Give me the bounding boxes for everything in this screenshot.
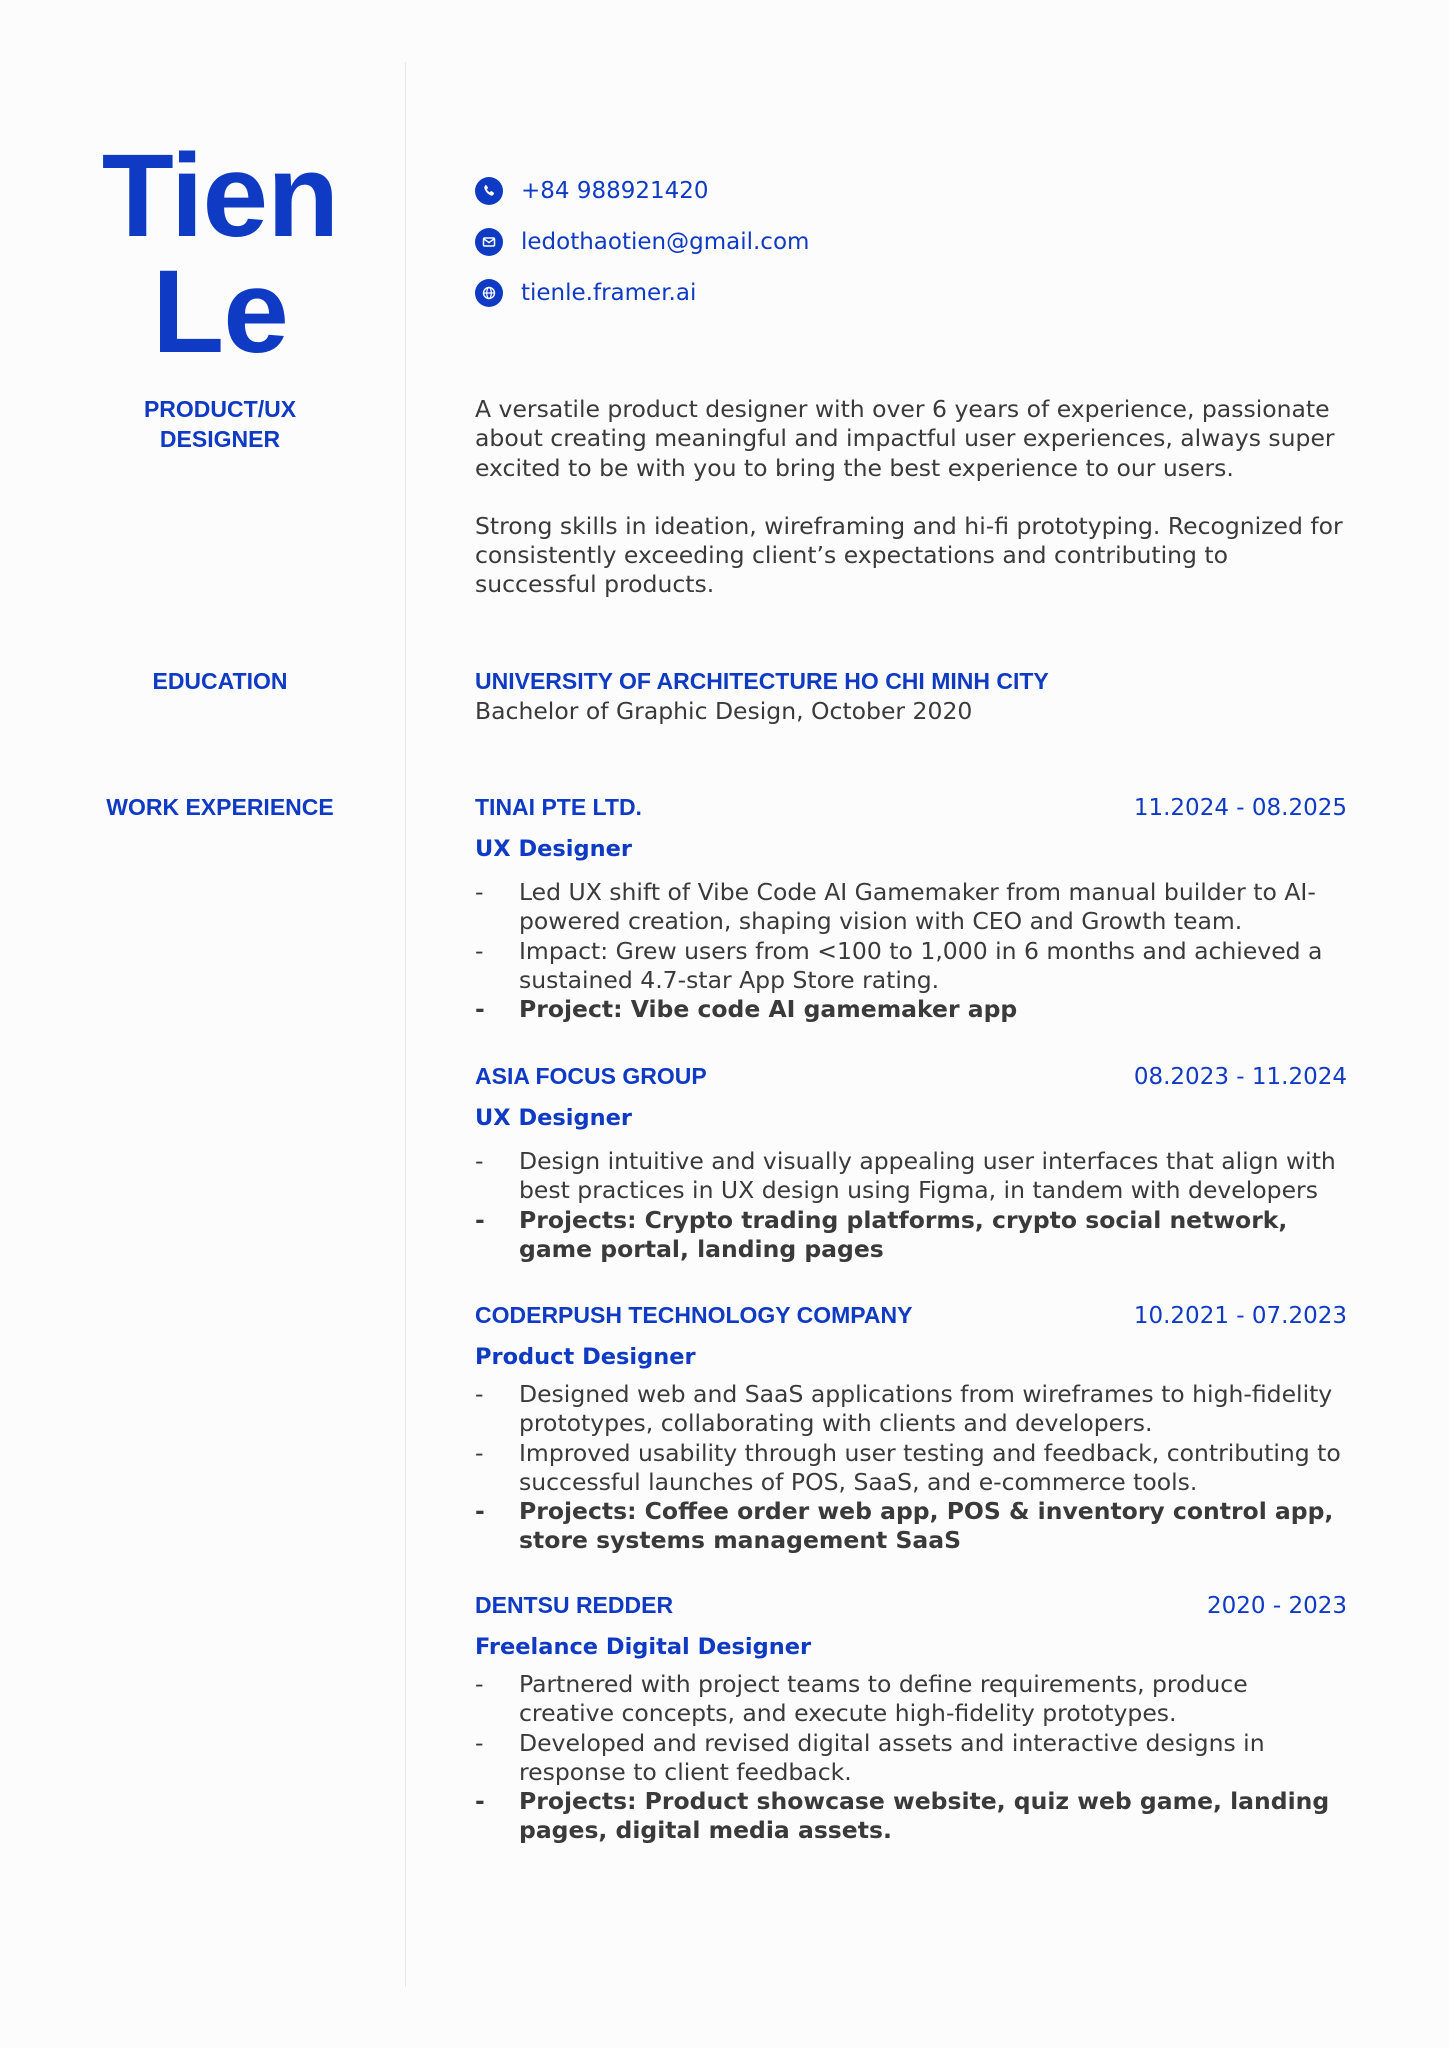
job-title: Freelance Digital Designer xyxy=(475,1634,812,1660)
job-entry xyxy=(475,1061,1347,1264)
job-bullets xyxy=(475,1380,1347,1556)
company-name: DENTSU REDDER xyxy=(475,1592,674,1618)
education-section xyxy=(475,666,1347,726)
job-bullet: - Partnered with project teams to define requirements, produce creative concepts, and execute high-fidelity prototypes. xyxy=(475,1670,1248,1728)
company-name: ASIA FOCUS GROUP xyxy=(475,1063,707,1089)
company-name: TINAI PTE LTD. xyxy=(475,794,642,820)
job-bullets xyxy=(475,878,1347,1024)
job-dates: 11.2024 - 08.2025 xyxy=(1133,795,1347,821)
website-url: tienle.framer.ai xyxy=(521,280,697,306)
job-bullets xyxy=(475,1147,1347,1264)
job-projects-bullet: - Projects: Product showcase website, quiz web game, landing pages, digital media assets. xyxy=(475,1787,1330,1845)
work-experience-label: WORK EXPERIENCE xyxy=(106,794,334,820)
contact-email[interactable] xyxy=(475,227,809,257)
job-title: Product Designer xyxy=(475,1344,696,1370)
mail-icon xyxy=(475,228,503,256)
company-name: CODERPUSH TECHNOLOGY COMPANY xyxy=(475,1302,913,1328)
job-role-title: PRODUCT/UX DESIGNER xyxy=(143,396,297,452)
summary-section xyxy=(475,395,1347,629)
contact-phone[interactable] xyxy=(475,176,709,206)
summary-paragraph-2: Strong skills in ideation, wireframing and hi-fi prototyping. Recognized for consistently exceeding client’s expectations and contributing to successful products. xyxy=(475,511,1343,599)
job-bullets xyxy=(475,1670,1347,1846)
education-degree: Bachelor of Graphic Design, October 2020 xyxy=(475,697,973,725)
job-projects-bullet: - Project: Vibe code AI gamemaker app xyxy=(475,995,1018,1024)
job-dates: 10.2021 - 07.2023 xyxy=(1133,1303,1347,1329)
email-address: ledothaotien@gmail.com xyxy=(521,229,810,255)
globe-icon xyxy=(475,279,503,307)
job-bullet: - Led UX shift of Vibe Code AI Gamemaker from manual builder to AI-powered creation, shaping vision with CEO and Growth team. xyxy=(475,878,1316,936)
education-label: EDUCATION xyxy=(152,668,288,694)
job-entry xyxy=(475,792,1347,1024)
phone-number: +84 988921420 xyxy=(521,178,709,204)
job-projects-bullet: - Projects: Crypto trading platforms, crypto social network, game portal, landing pages xyxy=(475,1205,1288,1263)
job-title: UX Designer xyxy=(475,836,632,862)
job-title: UX Designer xyxy=(475,1105,632,1131)
job-bullet: - Impact: Grew users from <100 to 1,000 in 6 months and achieved a sustained 4.7-star App Store rating. xyxy=(475,936,1323,994)
job-entry xyxy=(475,1590,1347,1846)
job-dates: 08.2023 - 11.2024 xyxy=(1133,1064,1347,1090)
contact-website[interactable] xyxy=(475,278,696,308)
job-dates: 2020 - 2023 xyxy=(1207,1593,1347,1619)
summary-paragraph-1: A versatile product designer with over 6 years of experience, passionate about creating meaningful and impactful user experiences, always super excited to be with you to bring the best experience to our users. xyxy=(475,395,1335,482)
job-entry xyxy=(475,1300,1347,1556)
first-name: Tien xyxy=(101,130,339,262)
phone-icon xyxy=(475,177,503,205)
job-bullet: - Designed web and SaaS applications from wireframes to high-fidelity prototypes, collaborating with clients and developers. xyxy=(475,1380,1333,1438)
job-bullet: - Developed and revised digital assets and interactive designs in response to client feedback. xyxy=(475,1728,1265,1786)
last-name: Le xyxy=(152,246,288,378)
job-bullet: - Design intuitive and visually appealing user interfaces that align with best practices in UX design using Figma, in tandem with developers xyxy=(475,1147,1336,1205)
education-school: UNIVERSITY OF ARCHITECTURE HO CHI MINH CITY xyxy=(475,668,1049,694)
job-projects-bullet: - Projects: Coffee order web app, POS & inventory control app, store systems management SaaS xyxy=(475,1497,1334,1555)
name-heading xyxy=(0,130,440,378)
job-bullet: - Improved usability through user testing and feedback, contributing to successful launches of POS, SaaS, and e-commerce tools. xyxy=(475,1438,1341,1496)
